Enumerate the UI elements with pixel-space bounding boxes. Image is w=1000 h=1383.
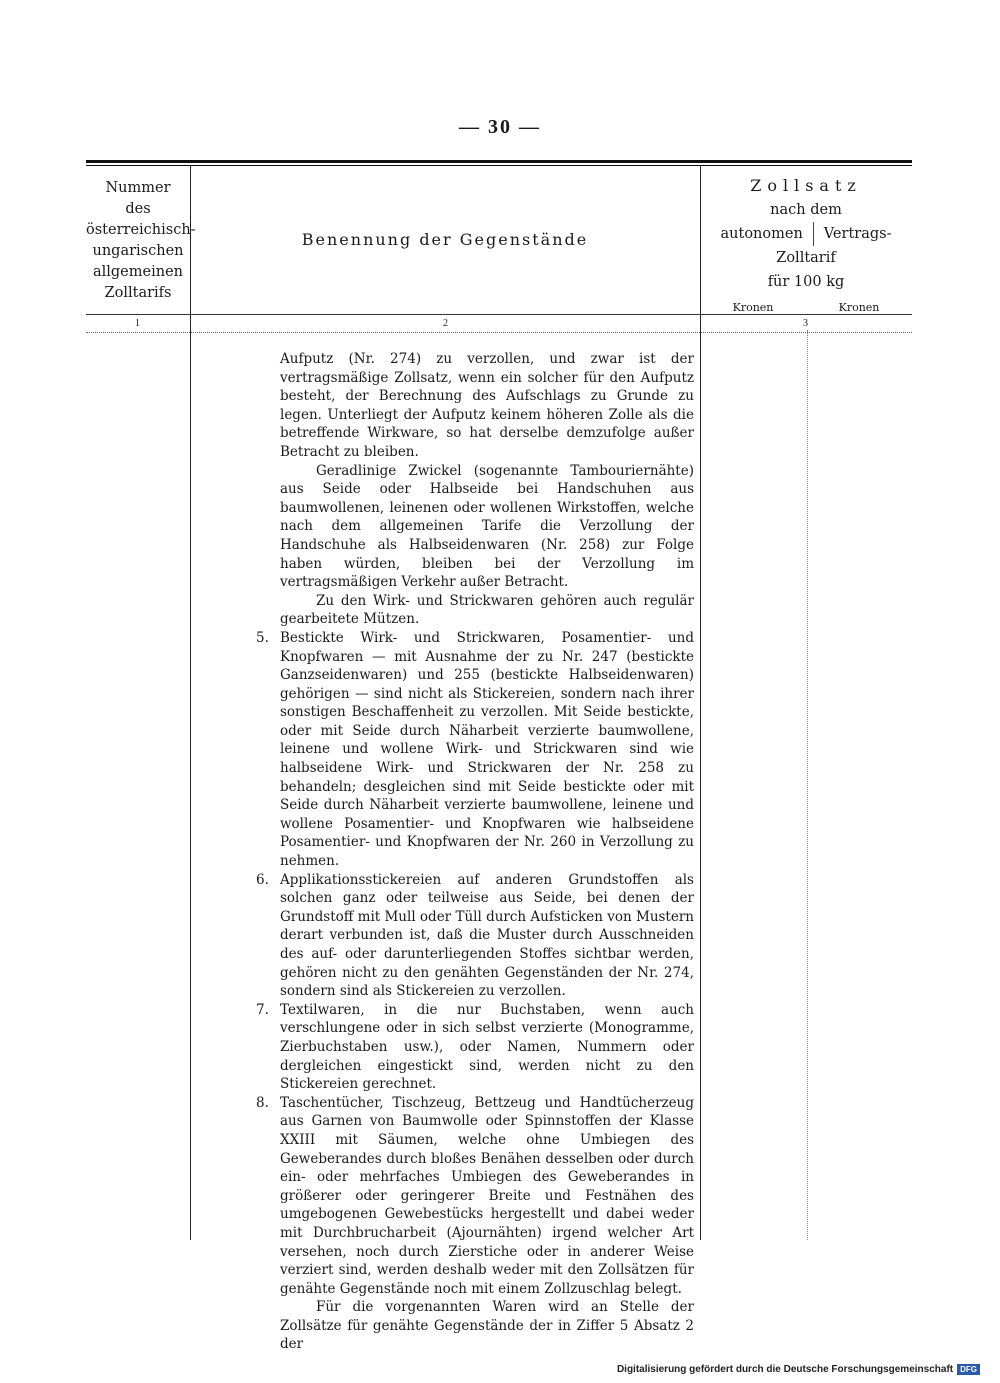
- paragraph: Für die vorgenannten Waren wird an Stelle der Zollsätze für genähte Gegenstände der in Ziffer 5 Absatz 2 der: [280, 1299, 694, 1353]
- header-col3-unit-b: Kronen: [838, 301, 880, 314]
- paragraph: Geradlinige Zwickel (sogenannte Tambouriernähte) aus Seide oder Halbseide bei Handschuhen aus baumwollenen, leinenen oder wollenen Wirkstoffen, welche nach dem allgemeinen Tarife die Verzollung der Handschuhe als Halbseidenwaren (Nr. 258) zur Folge haben würden, bleiben bei der Verzollung im vertragsmäßigen Verkehr außer Betracht.: [280, 462, 694, 591]
- header-col1: [86, 178, 196, 304]
- header-col1-line: Zolltarifs: [104, 285, 172, 301]
- column-divider-3: [807, 330, 808, 1240]
- header-col1-line: österreichisch-: [86, 222, 196, 238]
- header-col3-autonomen: autonomen: [721, 222, 814, 246]
- list-item: [248, 871, 694, 1001]
- header-col3-unit-a: Kronen: [732, 301, 774, 314]
- header-col1-line: ungarischen: [92, 243, 184, 259]
- header-col3: [700, 174, 912, 320]
- list-item-text: Textilwaren, in die nur Buchstaben, wenn auch verschlungene oder in sich selbst verzierte (Monogramme, Zierbuchstaben usw.), oder Namen, Nummern oder dergleichen eingestickt sind, werden nicht zu den Stickereien gerechnet.: [280, 1001, 694, 1093]
- page-number: — 30 —: [459, 116, 541, 138]
- list-item-number: 6.: [256, 871, 269, 888]
- header-col3-subcolumns: [700, 222, 912, 246]
- header-bottom-rule: [86, 314, 912, 315]
- header-col3-vertrags: Vertrags-: [823, 226, 892, 242]
- list-item: [248, 629, 694, 871]
- list-item: [248, 1001, 694, 1094]
- body-text: [248, 350, 694, 1354]
- column-number-2: 2: [443, 318, 448, 329]
- footer-text: Digitalisierung gefördert durch die Deutsche Forschungsgemeinschaft: [616, 1364, 954, 1375]
- header-col2-title: Benennung der Gegenstände: [301, 230, 589, 249]
- list-item-number: 8.: [256, 1094, 269, 1111]
- dfg-logo: DFG: [957, 1364, 980, 1375]
- list-item-text: Taschentücher, Tischzeug, Bettzeug und Handtücherzeug aus Garnen von Baumwolle oder Spinnstoffen der Klasse XXIII mit Säumen, welche ohne Umbiegen des Geweberandes durch bloßes Benähen desselben oder durch ein- oder mehrfaches Umbiegen des Geweberandes in größerer oder geringerer Breite und Festnähen des umgebogenen Gewebestücks hergestellt und dabei weder mit Durchbrucharbeit (Ajournähten) irgend welcher Art versehen, noch durch Zierstiche oder in anderer Weise verziert sind, werden deshalb weder mit den Zollsätzen für genähte Gegenstände noch mit einem Zollzuschlag belegt.: [280, 1094, 694, 1297]
- column-number-rule: [86, 332, 912, 333]
- list-item-number: 5.: [256, 629, 269, 646]
- header-col3-units: [700, 296, 912, 320]
- header-col3-nach: nach dem: [770, 202, 842, 218]
- list-item: [248, 1094, 694, 1299]
- column-divider-2: [700, 166, 701, 1240]
- list-item-text: Applikationsstickereien auf anderen Grundstoffen als solchen ganz oder teilweise aus Seide, bei denen der Grundstoff mit Mull oder Tüll durch Aufsticken von Mustern derart verbunden ist, daß die Muster durch Ausschneiden des auf- oder darunterliegenden Stoffes sichtbar werden, gehören nicht zu den genähten Gegenständen der Nr. 274, sondern sind als Stickereien zu verzollen.: [280, 871, 694, 1000]
- paragraph: Aufputz (Nr. 274) zu verzollen, und zwar ist der vertragsmäßige Zollsatz, wenn ein solcher für den Aufputz besteht, der Berechnung des Aufschlags zu Grunde zu legen. Unterliegt der Aufputz keinem höheren Zolle als die betreffende Wirkware, so hat derselbe demzufolge außer Betracht zu bleiben.: [280, 351, 694, 460]
- header-top-rule: [86, 160, 912, 163]
- column-number-3: 3: [803, 318, 808, 329]
- header-col1-line: allgemeinen: [92, 264, 183, 280]
- column-divider-1: [190, 166, 191, 1240]
- list-item-text: Bestickte Wirk- und Strickwaren, Posamentier- und Knopfwaren — mit Ausnahme der zu Nr. 247 (bestickte Ganzseidenwaren) und 255 (bestickte Halbseidenwaren) gehörigen — sind nicht als Stickereien, sondern nach ihrer sonstigen Beschaffenheit zu verzollen. Mit Seide bestickte, oder mit Seide durch Näharbeit verzierte baumwollene, leinene und wollene Wirk- und Strickwaren sind wie halbseidene Wirk- und Strickwaren der Nr. 258 zu behandeln; desgleichen sind mit Seide bestickte oder mit Seide durch Näharbeit verzierte baumwollene, leinene und wollene Posamentier- und Knopfwaren wie halbseidene Posamentier- und Knopfwaren der Nr. 260 in Verzollung zu nehmen.: [280, 629, 694, 870]
- header-col3-fuer: für 100 kg: [767, 274, 845, 290]
- digitization-footer: [600, 1364, 980, 1375]
- header-col1-line: des: [125, 201, 151, 217]
- header-col3-title: Zollsatz: [750, 176, 862, 195]
- header-col1-line: Nummer: [105, 180, 171, 196]
- header-col3-zolltarif: Zolltarif: [776, 250, 836, 266]
- paragraph: Zu den Wirk- und Strickwaren gehören auch regulär gearbeitete Mützen.: [280, 592, 694, 628]
- list-item-number: 7.: [256, 1001, 269, 1018]
- column-number-1: 1: [135, 318, 140, 329]
- header-top-rule-thin: [86, 165, 912, 166]
